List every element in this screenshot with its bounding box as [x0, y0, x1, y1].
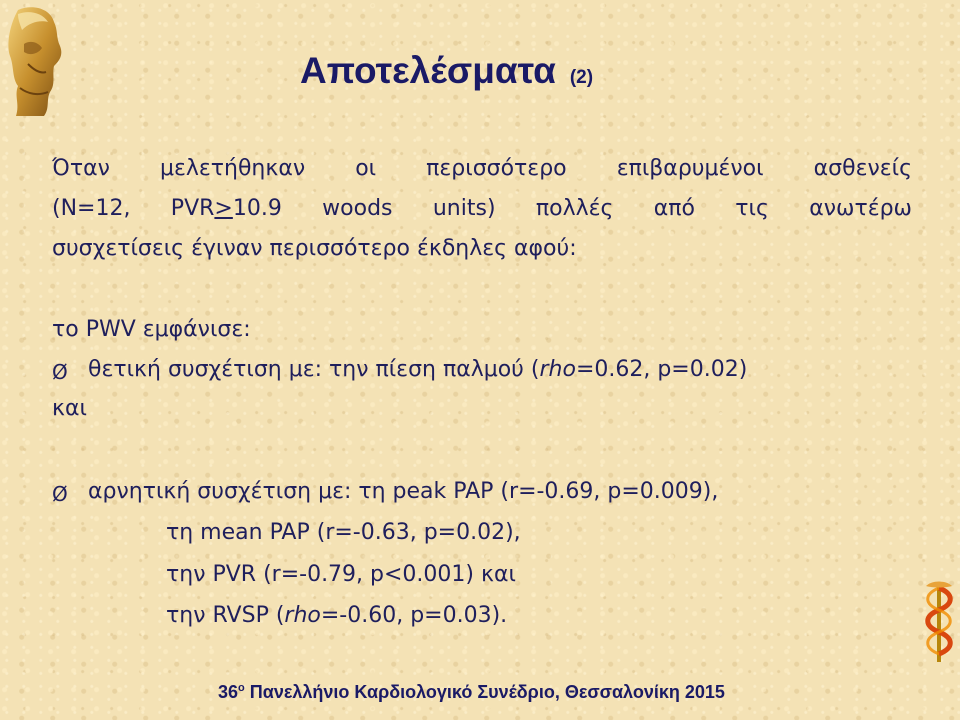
conference-footer	[218, 682, 725, 703]
intro-line-2-b: 10.9 woods units) πολλές από τις ανωτέρω	[232, 196, 912, 221]
intro-line-2-a: (N=12, PVR	[52, 196, 215, 221]
negative-correlation-line-3: την PVR (r=-0.79, p<0.001) και	[166, 562, 516, 587]
arrow-bullet-icon: Ø	[52, 360, 68, 384]
positive-text-b: =0.62, p=0.02)	[575, 357, 748, 382]
pwv-label: το PWV εμφάνισε:	[52, 317, 251, 342]
conjunction-and: και	[52, 396, 87, 421]
title-number: (2)	[569, 67, 594, 88]
negative-correlation-line-4	[166, 603, 507, 628]
intro-line-2	[52, 196, 912, 221]
negative-line-4-b: =-0.60, p=0.03).	[320, 603, 508, 628]
arrow-bullet-icon: Ø	[52, 482, 68, 506]
negative-correlation-line-2: τη mean PAP (r=-0.63, p=0.02),	[166, 520, 521, 545]
footer-text: Πανελλήνιο Καρδιολογικό Συνέδριο, Θεσσαλονίκη 2015	[249, 682, 725, 702]
caduceus-logo-icon	[920, 578, 958, 666]
negative-correlation-line-1: αρνητική συσχέτιση με: τη peak PAP (r=-0.69, p=0.009),	[88, 479, 719, 504]
athena-head-logo-icon	[4, 4, 66, 122]
title-text: Αποτελέσματα	[300, 50, 556, 91]
footer-ordinal: ο	[238, 682, 245, 694]
footer-number: 36	[218, 682, 239, 702]
negative-line-4-a: την RVSP (	[166, 603, 285, 628]
intro-line-1: Όταν μελετήθηκαν οι περισσότερο επιβαρυμένοι ασθενείς	[52, 156, 912, 181]
greater-equal-sign: >	[214, 196, 233, 221]
page-title	[300, 50, 593, 92]
positive-rho: rho	[539, 357, 576, 382]
positive-text-a: θετική συσχέτιση με: την πίεση παλμού (	[88, 357, 540, 382]
positive-correlation	[88, 357, 747, 382]
negative-rho: rho	[284, 603, 321, 628]
intro-line-3: συσχετίσεις έγιναν περισσότερο έκδηλες αφού:	[52, 236, 577, 261]
